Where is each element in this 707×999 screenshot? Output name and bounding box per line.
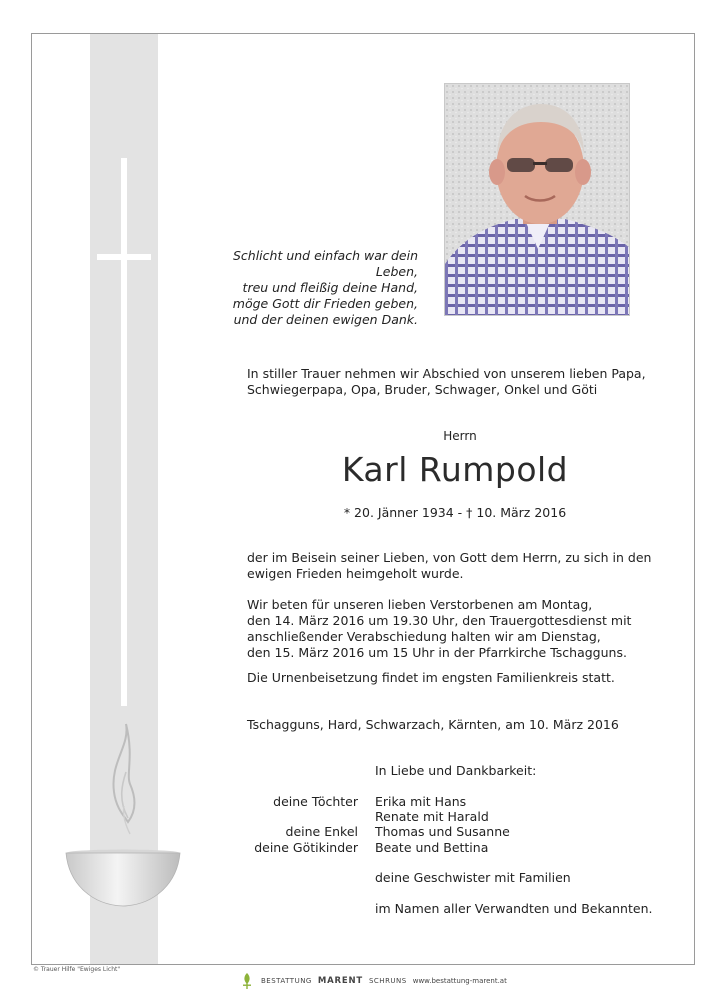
funeral-home-logo-icon xyxy=(239,972,255,990)
flame-icon xyxy=(104,722,144,840)
intro-line: In stiller Trauer nehmen wir Abschied von unserem lieben Papa, xyxy=(247,366,646,381)
siblings-entry: deine Geschwister mit Familien xyxy=(375,870,571,885)
grandchildren-entry: Thomas und Susanne xyxy=(375,824,510,839)
paragraph-line: ewigen Frieden heimgeholt wurde. xyxy=(247,566,464,581)
daughters-entry: Renate mit Harald xyxy=(375,809,489,824)
portrait-photo xyxy=(444,83,630,316)
paragraph-line: den 15. März 2016 um 15 Uhr in der Pfarrkirche Tschagguns. xyxy=(247,645,627,660)
footer-brand-name: MARENT xyxy=(317,976,363,986)
all-relatives-entry: im Namen aller Verwandten und Bekannten. xyxy=(375,901,653,916)
footer-label: BESTATTUNG xyxy=(261,977,312,985)
paragraph-passing xyxy=(247,550,667,582)
paragraph-line: den 14. März 2016 um 19.30 Uhr, den Trauergottesdienst mit xyxy=(247,613,632,628)
life-dates: * 20. Jänner 1934 - † 10. März 2016 xyxy=(343,505,567,520)
poem-line: und der deinen ewigen Dank. xyxy=(233,312,418,327)
poem-line: treu und fleißig deine Hand, xyxy=(242,280,418,295)
paragraph-line: der im Beisein seiner Lieben, von Gott dem Herrn, zu sich in den xyxy=(247,550,652,565)
credit-text: © Trauer Hilfe "Ewiges Licht" xyxy=(33,966,121,973)
honorific: Herrn xyxy=(443,429,477,443)
daughters-label: deine Töchter xyxy=(273,794,358,809)
footer-url[interactable]: www.bestattung-marent.at xyxy=(412,977,507,985)
godchildren-entry: Beate und Bettina xyxy=(375,840,489,855)
godchildren-label: deine Götikinder xyxy=(254,840,358,855)
paragraph-services xyxy=(247,597,667,661)
poem xyxy=(190,248,418,328)
intro-text xyxy=(247,366,647,398)
poem-line: möge Gott dir Frieden geben, xyxy=(232,296,418,311)
paragraph-line: Wir beten für unseren lieben Verstorbenen am Montag, xyxy=(247,597,593,612)
daughters-entry: Erika mit Hans xyxy=(375,794,467,809)
thanks-heading: In Liebe und Dankbarkeit: xyxy=(375,763,537,778)
poem-line: Schlicht und einfach war dein Leben, xyxy=(232,248,418,279)
grandchildren-label: deine Enkel xyxy=(285,824,358,839)
footer-brand xyxy=(318,976,363,986)
paragraph-burial: Die Urnenbeisetzung findet im engsten Familienkreis statt. xyxy=(247,670,615,685)
intro-line: Schwiegerpapa, Opa, Bruder, Schwager, Onkel und Göti xyxy=(247,382,598,397)
deceased-name: Karl Rumpold xyxy=(341,450,569,489)
cross-bar xyxy=(97,254,151,260)
place-date: Tschagguns, Hard, Schwarzach, Kärnten, am 10. März 2016 xyxy=(247,717,619,732)
lamp-bowl-icon xyxy=(65,849,181,909)
footer xyxy=(239,972,507,990)
paragraph-line: anschließender Verabschiedung halten wir am Dienstag, xyxy=(247,629,601,644)
footer-town: SCHRUNS xyxy=(368,977,407,985)
cross-icon xyxy=(121,158,127,706)
